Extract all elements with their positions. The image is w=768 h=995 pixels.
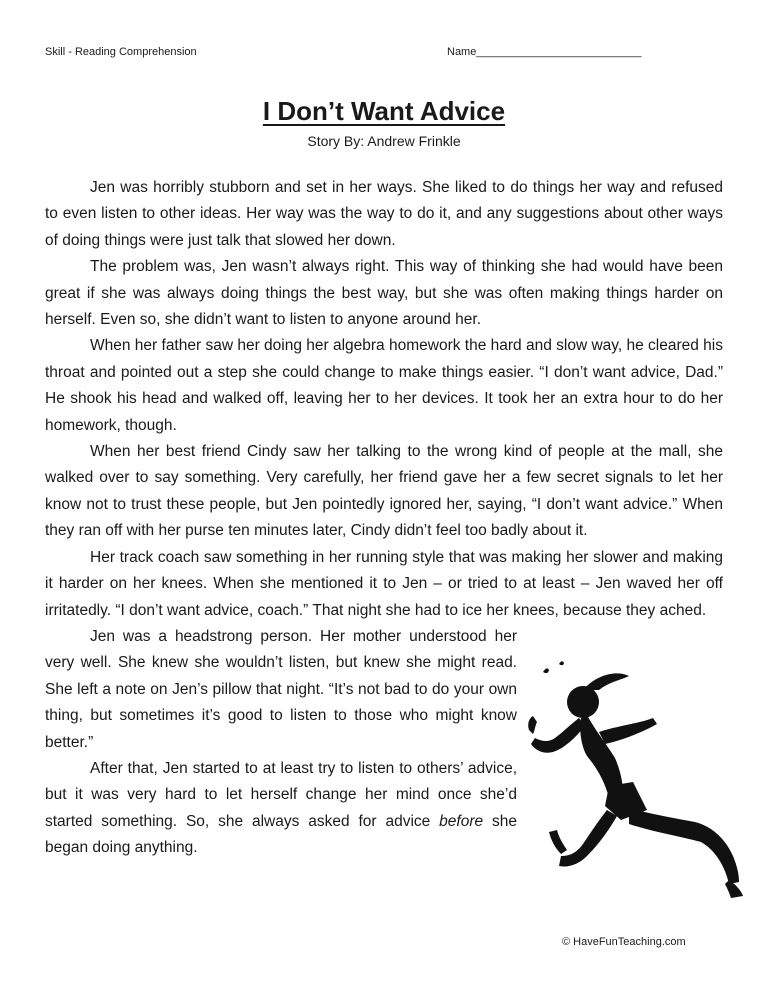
copyright-footer: © HaveFunTeaching.com [562,936,686,948]
paragraph: When her father saw her doing her algebra homework the hard and slow way, he cleared his throat and pointed out a step she could change to make things easier. “I don’t want advice, Dad.” He shook his head and walked off, leaving her to her devices. It took her an extra hour to do her homework, though. [45,337,723,434]
emphasis-text: before [439,812,484,830]
skill-label: Skill - Reading Comprehension [45,46,197,58]
name-field: Name___________________________ [447,46,642,58]
paragraph [45,756,517,862]
paragraph-text: she began doing anything. [45,812,517,857]
paragraph: Jen was horribly stubborn and set in her ways. She liked to do things her way and refused to even listen to other ideas. Her way was the way to do it, and any suggestions about other ways of doing things were just talk that slowed her down. [45,179,723,249]
page-title: I Don’t Want Advice [262,96,506,126]
byline: Story By: Andrew Frinkle [307,133,461,149]
paragraph-text: After that, Jen started to at least try to listen to others’ advice, but it was very hard to let herself change her mind once she’d started something. So, she always asked for advice [45,759,517,830]
paragraph: Jen was a headstrong person. Her mother understood her very well. She knew she wouldn’t listen, but knew she might read. She left a note on Jen’s pillow that night. “It’s not bad to do your own thing, but sometimes it’s good to listen to those who might know better.” [45,627,517,751]
paragraph: The problem was, Jen wasn’t always right. This way of thinking she had would have been great if she was always doing things the best way, but she was often making things harder on herself. Even so, she didn’t want to listen to anyone around her. [45,258,723,329]
running-woman-icon [525,660,765,900]
paragraph: When her best friend Cindy saw her talking to the wrong kind of people at the mall, she walked over to say something. Very carefully, her friend gave her a few secret signals to let her know not to trust these people, but Jen pointedly ignored her, saying, “I don’t want advice.” When they ran off with her purse ten minutes later, Cindy didn’t feel too badly about it. [45,443,723,540]
paragraph: Her track coach saw something in her running style that was making her slower and making it harder on her knees. When she mentioned it to Jen – or tried to at least – Jen waved her off irritatedly. “I don’t want advice, coach.” That night she had to ice her knees, because they ached. [45,548,723,619]
